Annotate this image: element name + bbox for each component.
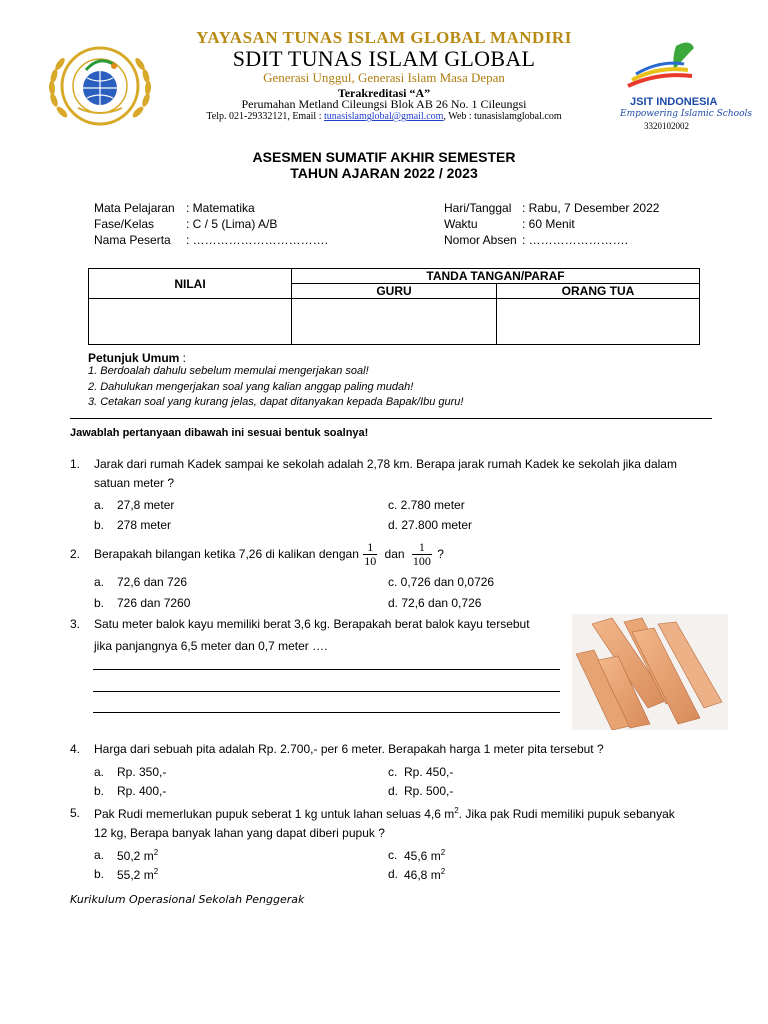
petunjuk-title-text: Petunjuk Umum	[88, 351, 180, 365]
jsit-code: 3320102002	[644, 121, 689, 131]
question-text-part: dan	[381, 547, 408, 561]
option-letter: a.	[94, 765, 105, 779]
question-number: 5.	[70, 806, 81, 820]
fraction-1-10: $\frac{1}{10}$	[364, 539, 377, 568]
jsit-tagline: Empowering Islamic Schools	[620, 109, 752, 119]
guru-sign-cell[interactable]	[292, 299, 497, 345]
exam-year: TAHUN AJARAN 2022 / 2023	[290, 165, 478, 181]
email-link[interactable]: tunasislamglobal@gmail.com	[323, 111, 444, 122]
jsit-brand: JSIT INDONESIA	[630, 96, 718, 108]
info-label-date: Hari/Tanggal	[444, 201, 512, 215]
option-b[interactable]: 278 meter	[117, 518, 172, 532]
petunjuk-item: 1. Berdoalah dahulu sebelum memulai mengerjakan soal!	[88, 365, 369, 377]
petunjuk-colon: :	[179, 351, 187, 365]
info-value-time: : 60 Menit	[522, 217, 575, 231]
question-number: 2.	[70, 547, 81, 561]
option-c[interactable]: c. 2.780 meter	[388, 498, 465, 512]
superscript: 2	[454, 806, 459, 815]
option-a[interactable]: Rp. 350,-	[117, 765, 167, 779]
accreditation: Terakreditasi “A”	[337, 86, 431, 100]
parent-sign-cell[interactable]	[497, 299, 700, 345]
info-label-class: Fase/Kelas	[94, 217, 155, 231]
question-text: Jarak dari rumah Kadek sampai ke sekolah adalah 2,78 km. Berapa jarak rumah Kadek ke sekolah jika dalam	[94, 457, 677, 471]
info-value-date: : Rabu, 7 Desember 2022	[522, 201, 660, 215]
option-d[interactable]: d. 72,6 dan 0,726	[388, 596, 482, 610]
option-letter: d.	[388, 867, 399, 881]
option-letter: d.	[388, 784, 399, 798]
school-name: SDIT TUNAS ISLAM GLOBAL	[232, 46, 536, 71]
option-d[interactable]: 46,8 $m^2$	[404, 867, 446, 882]
option-letter: a.	[94, 498, 105, 512]
info-value-absen[interactable]: : …………………….	[522, 233, 629, 247]
info-value-name[interactable]: : …………………………….	[186, 233, 329, 247]
option-letter: b.	[94, 596, 105, 610]
web-text: , Web : tunasislamglobal.com	[443, 111, 562, 122]
petunjuk-item: 3. Cetakan soal yang kurang jelas, dapat ditanyakan kepada Bapak/Ibu guru!	[88, 396, 464, 408]
curriculum-footer: Kurikulum Operasional Sekolah Penggerak	[70, 893, 305, 906]
score-table	[88, 268, 700, 345]
option-b[interactable]: 55,2 $m^2$	[117, 867, 159, 882]
option-c[interactable]: 45,6 $m^2$	[404, 848, 446, 863]
question-text	[94, 538, 444, 570]
question-text	[94, 806, 675, 821]
info-label-name: Nama Peserta	[94, 233, 171, 247]
jsit-logo	[618, 40, 752, 132]
signature-header: TANDA TANGAN/PARAF	[292, 269, 700, 284]
wooden-blocks-image	[572, 614, 728, 730]
guru-header: GURU	[292, 284, 497, 299]
option-letter: c.	[388, 848, 398, 862]
question-text: 12 kg, Berapa banyak lahan yang dapat diberi pupuk ?	[94, 826, 385, 840]
answer-line[interactable]	[93, 712, 560, 713]
option-letter: b.	[94, 518, 105, 532]
option-c[interactable]: c. 0,726 dan 0,0726	[388, 575, 495, 589]
option-d[interactable]: Rp. 500,-	[404, 784, 454, 798]
fraction-1-100: $\frac{1}{100}$	[412, 539, 431, 568]
school-address: Perumahan Metland Cileungsi Blok AB 26 No. 1 Cileungsi	[241, 97, 527, 111]
divider	[70, 418, 712, 419]
option-letter: a.	[94, 575, 105, 589]
info-value-subject: : Matematika	[186, 201, 255, 215]
exam-title: ASESMEN SUMATIF AKHIR SEMESTER	[252, 149, 516, 165]
nilai-cell[interactable]	[89, 299, 292, 345]
option-c[interactable]: Rp. 450,-	[404, 765, 454, 779]
question-text: Satu meter balok kayu memiliki berat 3,6 kg. Berapakah berat balok kayu tersebut	[94, 617, 530, 631]
foundation-name: YAYASAN TUNAS ISLAM GLOBAL MANDIRI	[196, 28, 572, 47]
option-a[interactable]: 27,8 meter	[117, 498, 175, 512]
question-text-part: ?	[433, 547, 444, 561]
question-number: 4.	[70, 742, 81, 756]
info-label-absen: Nomor Absen	[444, 233, 517, 247]
question-text-part: Berapakah bilangan ketika 7,26 di kalikan dengan	[94, 547, 363, 561]
option-d[interactable]: d. 27.800 meter	[388, 518, 473, 532]
petunjuk-title	[88, 351, 186, 365]
orang-tua-header: ORANG TUA	[497, 284, 700, 299]
option-letter: a.	[94, 848, 105, 862]
option-letter: c.	[388, 765, 398, 779]
option-letter: b.	[94, 784, 105, 798]
option-b[interactable]: Rp. 400,-	[117, 784, 167, 798]
info-label-subject: Mata Pelajaran	[94, 201, 175, 215]
info-value-class: : C / 5 (Lima) A/B	[186, 217, 278, 231]
question-text-part: Pak Rudi memerlukan pupuk seberat 1 kg untuk lahan seluas 4,6 m	[94, 807, 455, 821]
nilai-header: NILAI	[89, 269, 292, 299]
answer-line[interactable]	[93, 669, 560, 670]
option-a[interactable]: 50,2 $m^2$	[117, 848, 159, 863]
question-text: Harga dari sebuah pita adalah Rp. 2.700,- per 6 meter. Berapakah harga 1 meter pita tersebut ?	[94, 742, 604, 756]
question-number: 1.	[70, 457, 81, 471]
phone-text: Telp. 021-29332121, Email :	[206, 111, 324, 122]
option-letter: b.	[94, 867, 105, 881]
petunjuk-item: 2. Dahulukan mengerjakan soal yang kalian anggap paling mudah!	[88, 381, 414, 393]
info-label-time: Waktu	[444, 217, 478, 231]
question-text: satuan meter ?	[94, 476, 175, 490]
answer-line[interactable]	[93, 691, 560, 692]
option-a[interactable]: 72,6 dan 726	[117, 575, 188, 589]
question-text: jika panjangnya 6,5 meter dan 0,7 meter ….	[94, 639, 328, 653]
school-motto: Generasi Unggul, Generasi Islam Masa Depan	[263, 70, 505, 85]
instruction: Jawablah pertanyaan dibawah ini sesuai bentuk soalnya!	[70, 427, 369, 439]
question-number: 3.	[70, 617, 81, 631]
option-b[interactable]: 726 dan 7260	[117, 596, 191, 610]
question-text-part: . Jika pak Rudi memiliki pupuk sebanyak	[458, 807, 675, 821]
